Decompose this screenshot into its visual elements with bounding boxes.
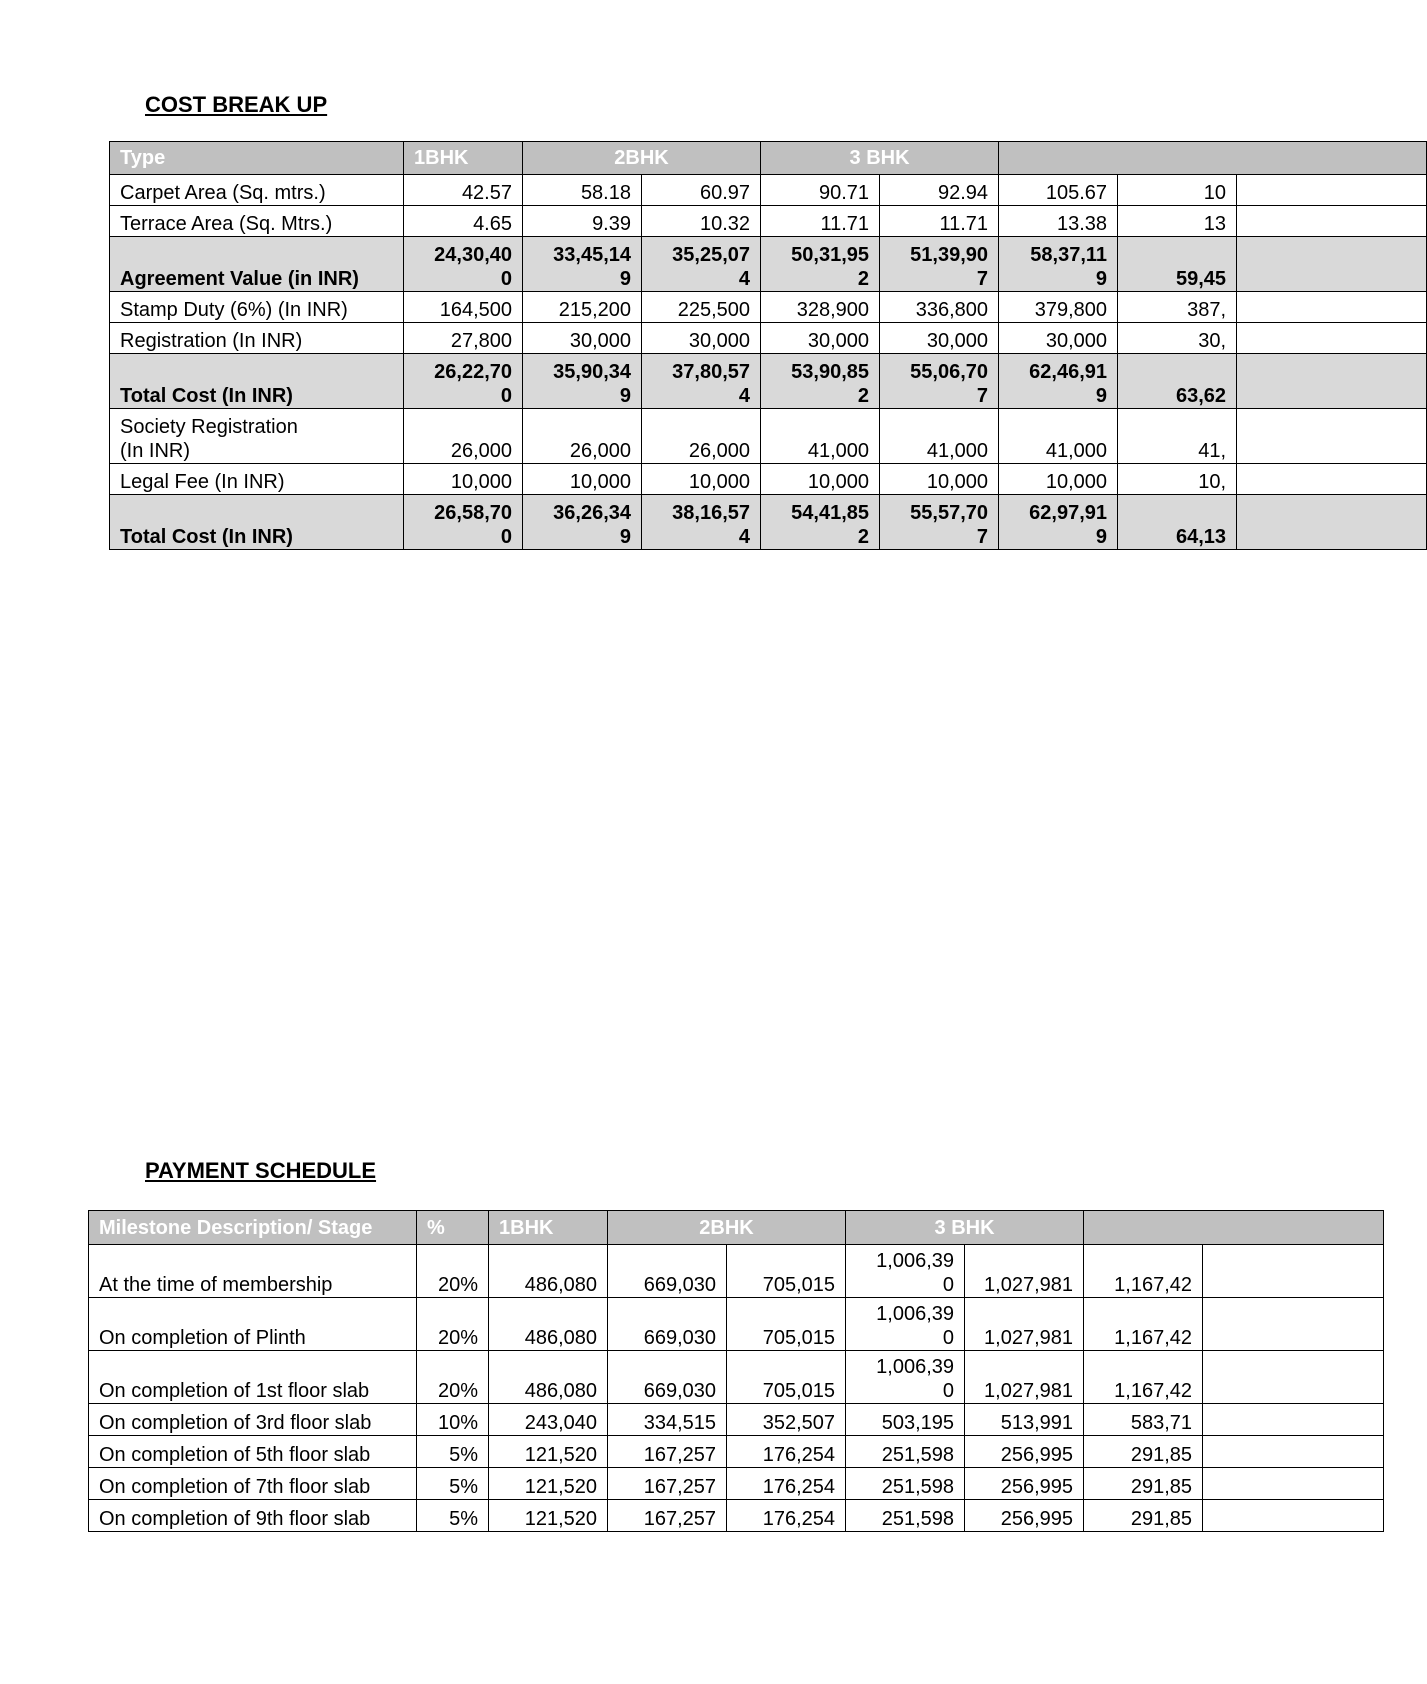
payment-schedule-table bbox=[88, 1210, 1384, 1532]
table-row bbox=[110, 464, 1427, 495]
header-extra bbox=[999, 142, 1427, 175]
cost-heading: COST BREAK UP bbox=[145, 92, 328, 117]
table-cell: 291,85 bbox=[1084, 1436, 1203, 1468]
row-label: Registration (In INR) bbox=[110, 323, 404, 354]
table-cell: 20% bbox=[417, 1245, 489, 1298]
header-extra bbox=[1084, 1211, 1384, 1245]
table-row bbox=[110, 323, 1427, 354]
table-cell: 669,030 bbox=[608, 1298, 727, 1351]
table-cell: 36,26,34 9 bbox=[523, 495, 642, 550]
table-cell: 486,080 bbox=[489, 1245, 608, 1298]
table-cell bbox=[1203, 1245, 1384, 1298]
header-1bhk: 1BHK bbox=[489, 1211, 608, 1245]
table-cell: 215,200 bbox=[523, 292, 642, 323]
table-cell: 291,85 bbox=[1084, 1468, 1203, 1500]
table-row bbox=[110, 292, 1427, 323]
table-cell: 503,195 bbox=[846, 1404, 965, 1436]
table-cell: 10, bbox=[1118, 464, 1237, 495]
table-cell: 164,500 bbox=[404, 292, 523, 323]
row-label: Agreement Value (in INR) bbox=[110, 237, 404, 292]
header-1bhk: 1BHK bbox=[404, 142, 523, 175]
table-row bbox=[89, 1245, 1384, 1298]
table-cell: 26,000 bbox=[404, 409, 523, 464]
table-cell: 41,000 bbox=[761, 409, 880, 464]
payment-schedule-section bbox=[88, 1210, 1191, 1540]
header-2bhk: 2BHK bbox=[608, 1211, 846, 1245]
payment-heading: PAYMENT SCHEDULE bbox=[145, 1158, 377, 1183]
table-row bbox=[89, 1500, 1384, 1532]
table-cell: 41,000 bbox=[999, 409, 1118, 464]
row-label: On completion of 1st floor slab bbox=[89, 1351, 417, 1404]
table-cell bbox=[1203, 1351, 1384, 1404]
table-cell: 336,800 bbox=[880, 292, 999, 323]
table-cell: 10,000 bbox=[642, 464, 761, 495]
row-label: At the time of membership bbox=[89, 1245, 417, 1298]
table-cell bbox=[1237, 292, 1427, 323]
row-label: On completion of Plinth bbox=[89, 1298, 417, 1351]
table-cell: 20% bbox=[417, 1298, 489, 1351]
table-cell: 30,000 bbox=[761, 323, 880, 354]
table-cell bbox=[1237, 237, 1427, 292]
header-3bhk: 3 BHK bbox=[761, 142, 999, 175]
table-cell: 10,000 bbox=[880, 464, 999, 495]
table-cell bbox=[1237, 323, 1427, 354]
table-cell: 121,520 bbox=[489, 1500, 608, 1532]
table-cell: 583,71 bbox=[1084, 1404, 1203, 1436]
table-cell bbox=[1203, 1468, 1384, 1500]
table-cell: 30,000 bbox=[880, 323, 999, 354]
table-row bbox=[89, 1468, 1384, 1500]
table-cell: 10,000 bbox=[404, 464, 523, 495]
row-label: Carpet Area (Sq. mtrs.) bbox=[110, 175, 404, 206]
table-row bbox=[110, 495, 1427, 550]
table-cell: 243,040 bbox=[489, 1404, 608, 1436]
table-cell: 256,995 bbox=[965, 1436, 1084, 1468]
row-label: Total Cost (In INR) bbox=[110, 495, 404, 550]
table-cell: 10.32 bbox=[642, 206, 761, 237]
table-cell: 513,991 bbox=[965, 1404, 1084, 1436]
table-cell bbox=[1237, 354, 1427, 409]
table-row bbox=[110, 409, 1427, 464]
table-cell: 20% bbox=[417, 1351, 489, 1404]
table-cell bbox=[1203, 1500, 1384, 1532]
table-cell: 167,257 bbox=[608, 1500, 727, 1532]
table-cell: 5% bbox=[417, 1500, 489, 1532]
table-cell: 90.71 bbox=[761, 175, 880, 206]
table-cell bbox=[1237, 495, 1427, 550]
table-cell: 486,080 bbox=[489, 1298, 608, 1351]
table-cell: 13.38 bbox=[999, 206, 1118, 237]
table-cell: 5% bbox=[417, 1436, 489, 1468]
table-cell: 63,62 bbox=[1118, 354, 1237, 409]
table-cell: 30,000 bbox=[642, 323, 761, 354]
table-row bbox=[89, 1298, 1384, 1351]
table-cell: 1,167,42 bbox=[1084, 1298, 1203, 1351]
table-cell: 58,37,11 9 bbox=[999, 237, 1118, 292]
table-cell: 62,46,91 9 bbox=[999, 354, 1118, 409]
table-cell bbox=[1237, 409, 1427, 464]
row-label: On completion of 9th floor slab bbox=[89, 1500, 417, 1532]
table-cell: 121,520 bbox=[489, 1468, 608, 1500]
table-row bbox=[110, 237, 1427, 292]
table-cell: 37,80,57 4 bbox=[642, 354, 761, 409]
table-cell: 60.97 bbox=[642, 175, 761, 206]
header-percent: % bbox=[417, 1211, 489, 1245]
table-cell: 41,000 bbox=[880, 409, 999, 464]
table-cell: 1,167,42 bbox=[1084, 1351, 1203, 1404]
table-cell: 30,000 bbox=[999, 323, 1118, 354]
table-cell: 256,995 bbox=[965, 1500, 1084, 1532]
table-cell: 24,30,40 0 bbox=[404, 237, 523, 292]
table-cell: 10,000 bbox=[761, 464, 880, 495]
row-label: Total Cost (In INR) bbox=[110, 354, 404, 409]
table-cell: 352,507 bbox=[727, 1404, 846, 1436]
table-row bbox=[89, 1351, 1384, 1404]
row-label: On completion of 7th floor slab bbox=[89, 1468, 417, 1500]
row-label: On completion of 5th floor slab bbox=[89, 1436, 417, 1468]
table-row bbox=[110, 354, 1427, 409]
table-cell: 387, bbox=[1118, 292, 1237, 323]
table-row bbox=[89, 1436, 1384, 1468]
table-cell: 167,257 bbox=[608, 1436, 727, 1468]
header-stage: Milestone Description/ Stage bbox=[89, 1211, 417, 1245]
table-cell: 176,254 bbox=[727, 1468, 846, 1500]
table-cell: 64,13 bbox=[1118, 495, 1237, 550]
table-cell: 51,39,90 7 bbox=[880, 237, 999, 292]
table-row bbox=[110, 175, 1427, 206]
row-label: Terrace Area (Sq. Mtrs.) bbox=[110, 206, 404, 237]
table-cell: 291,85 bbox=[1084, 1500, 1203, 1532]
table-cell: 379,800 bbox=[999, 292, 1118, 323]
table-cell: 225,500 bbox=[642, 292, 761, 323]
table-cell bbox=[1237, 464, 1427, 495]
table-cell: 334,515 bbox=[608, 1404, 727, 1436]
row-label: Society Registration (In INR) bbox=[110, 409, 404, 464]
table-cell: 1,027,981 bbox=[965, 1298, 1084, 1351]
table-cell: 92.94 bbox=[880, 175, 999, 206]
table-cell: 54,41,85 2 bbox=[761, 495, 880, 550]
table-cell: 176,254 bbox=[727, 1436, 846, 1468]
table-cell bbox=[1203, 1298, 1384, 1351]
table-cell: 176,254 bbox=[727, 1500, 846, 1532]
table-cell: 669,030 bbox=[608, 1351, 727, 1404]
table-cell: 50,31,95 2 bbox=[761, 237, 880, 292]
table-cell: 26,22,70 0 bbox=[404, 354, 523, 409]
table-cell: 705,015 bbox=[727, 1298, 846, 1351]
table-cell: 669,030 bbox=[608, 1245, 727, 1298]
table-cell bbox=[1203, 1404, 1384, 1436]
table-cell: 41, bbox=[1118, 409, 1237, 464]
cost-header-row bbox=[110, 142, 1427, 175]
table-cell: 251,598 bbox=[846, 1436, 965, 1468]
table-cell bbox=[1237, 206, 1427, 237]
table-cell: 4.65 bbox=[404, 206, 523, 237]
table-cell: 13 bbox=[1118, 206, 1237, 237]
table-cell: 10,000 bbox=[523, 464, 642, 495]
table-cell: 27,800 bbox=[404, 323, 523, 354]
table-cell: 26,58,70 0 bbox=[404, 495, 523, 550]
table-cell: 10,000 bbox=[999, 464, 1118, 495]
table-cell: 10 bbox=[1118, 175, 1237, 206]
table-cell: 42.57 bbox=[404, 175, 523, 206]
table-cell: 30, bbox=[1118, 323, 1237, 354]
row-label: On completion of 3rd floor slab bbox=[89, 1404, 417, 1436]
table-cell: 11.71 bbox=[761, 206, 880, 237]
row-label: Stamp Duty (6%) (In INR) bbox=[110, 292, 404, 323]
table-cell: 53,90,85 2 bbox=[761, 354, 880, 409]
cost-breakup-table bbox=[109, 141, 1427, 550]
table-cell: 59,45 bbox=[1118, 237, 1237, 292]
table-cell: 705,015 bbox=[727, 1351, 846, 1404]
table-cell: 1,006,39 0 bbox=[846, 1351, 965, 1404]
table-cell: 251,598 bbox=[846, 1500, 965, 1532]
table-cell: 167,257 bbox=[608, 1468, 727, 1500]
table-cell: 35,25,07 4 bbox=[642, 237, 761, 292]
table-cell: 1,006,39 0 bbox=[846, 1298, 965, 1351]
header-2bhk: 2BHK bbox=[523, 142, 761, 175]
table-cell: 1,006,39 0 bbox=[846, 1245, 965, 1298]
table-cell: 58.18 bbox=[523, 175, 642, 206]
table-cell: 26,000 bbox=[642, 409, 761, 464]
table-cell: 38,16,57 4 bbox=[642, 495, 761, 550]
table-cell bbox=[1237, 175, 1427, 206]
table-cell: 62,97,91 9 bbox=[999, 495, 1118, 550]
table-cell: 35,90,34 9 bbox=[523, 354, 642, 409]
table-cell: 1,027,981 bbox=[965, 1245, 1084, 1298]
payment-header-row bbox=[89, 1211, 1384, 1245]
table-cell: 55,06,70 7 bbox=[880, 354, 999, 409]
table-cell: 26,000 bbox=[523, 409, 642, 464]
table-cell: 121,520 bbox=[489, 1436, 608, 1468]
table-cell: 10% bbox=[417, 1404, 489, 1436]
table-cell: 1,027,981 bbox=[965, 1351, 1084, 1404]
table-cell: 5% bbox=[417, 1468, 489, 1500]
table-cell: 11.71 bbox=[880, 206, 999, 237]
table-cell: 33,45,14 9 bbox=[523, 237, 642, 292]
row-label: Legal Fee (In INR) bbox=[110, 464, 404, 495]
table-cell: 328,900 bbox=[761, 292, 880, 323]
table-cell: 55,57,70 7 bbox=[880, 495, 999, 550]
table-cell: 705,015 bbox=[727, 1245, 846, 1298]
table-cell: 256,995 bbox=[965, 1468, 1084, 1500]
table-cell: 30,000 bbox=[523, 323, 642, 354]
table-cell: 1,167,42 bbox=[1084, 1245, 1203, 1298]
table-cell: 105.67 bbox=[999, 175, 1118, 206]
table-cell: 251,598 bbox=[846, 1468, 965, 1500]
table-row bbox=[110, 206, 1427, 237]
table-cell: 486,080 bbox=[489, 1351, 608, 1404]
header-3bhk: 3 BHK bbox=[846, 1211, 1084, 1245]
header-type: Type bbox=[110, 142, 404, 175]
table-row bbox=[89, 1404, 1384, 1436]
cost-breakup-section bbox=[109, 141, 1227, 548]
table-cell: 9.39 bbox=[523, 206, 642, 237]
table-cell bbox=[1203, 1436, 1384, 1468]
